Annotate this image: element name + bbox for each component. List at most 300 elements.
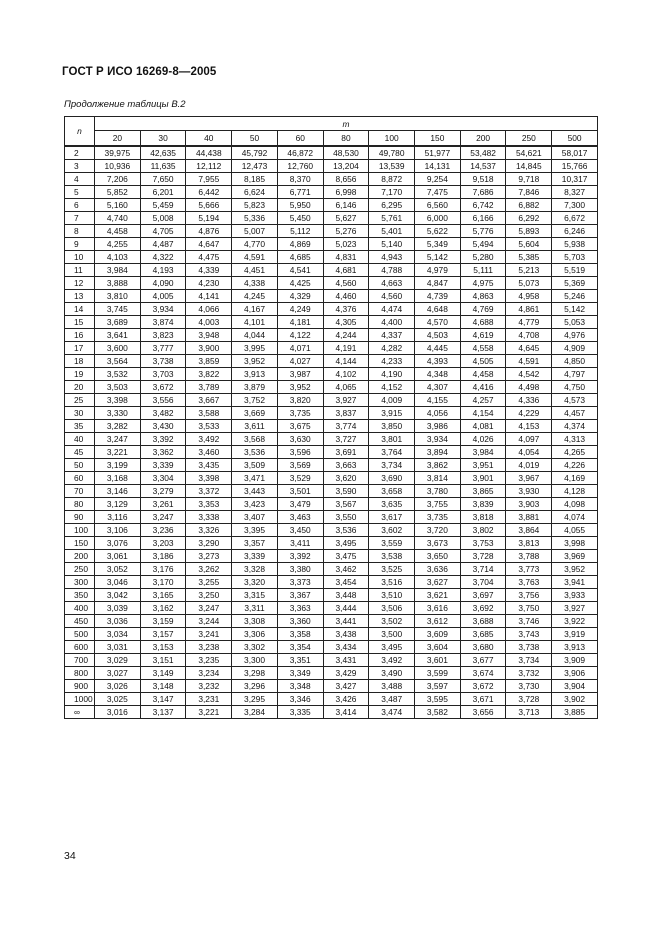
row-label-n: 70 [65, 485, 95, 498]
table-cell: 3,302 [232, 641, 278, 654]
table-cell: 4,979 [415, 264, 461, 277]
table-cell: 5,053 [552, 316, 598, 329]
table-cell: 3,567 [323, 498, 369, 511]
table-cell: 5,160 [95, 199, 141, 212]
table-cell: 3,967 [506, 472, 552, 485]
table-cell: 3,611 [232, 420, 278, 433]
row-label-n: 350 [65, 589, 95, 602]
table-cell: 4,226 [552, 459, 598, 472]
table-cell: 45,792 [232, 146, 278, 160]
table-cell: 3,720 [415, 524, 461, 537]
table-cell: 5,823 [232, 199, 278, 212]
table-cell: 3,674 [460, 667, 506, 680]
table-cell: 3,320 [232, 576, 278, 589]
table-cell: 3,431 [323, 654, 369, 667]
table-cell: 3,933 [552, 589, 598, 602]
table-cell: 4,244 [323, 329, 369, 342]
table-cell: 4,645 [506, 342, 552, 355]
table-cell: 5,194 [186, 212, 232, 225]
table-cell: 3,244 [186, 615, 232, 628]
table-cell: 3,438 [323, 628, 369, 641]
table-cell: 3,599 [415, 667, 461, 680]
table-cell: 4,181 [277, 316, 323, 329]
table-cell: 3,927 [552, 602, 598, 615]
table-cell: 46,872 [277, 146, 323, 160]
table-cell: 3,261 [140, 498, 186, 511]
table-cell: 3,865 [460, 485, 506, 498]
table-cell: 3,061 [95, 550, 141, 563]
table-cell: 4,976 [552, 329, 598, 342]
table-cell: 4,098 [552, 498, 598, 511]
table-cell: 3,559 [369, 537, 415, 550]
table-cell: 3,627 [415, 576, 461, 589]
table-cell: 3,170 [140, 576, 186, 589]
table-cell: 3,247 [95, 433, 141, 446]
table-cell: 3,533 [186, 420, 232, 433]
table-cell: 3,247 [140, 511, 186, 524]
table-cell: 3,672 [140, 381, 186, 394]
table-cell: 6,201 [140, 186, 186, 199]
table-cell: 3,913 [232, 368, 278, 381]
table-cell: 4,233 [369, 355, 415, 368]
table-cell: 3,398 [186, 472, 232, 485]
table-cell: 3,672 [460, 680, 506, 693]
table-cell: 3,407 [232, 511, 278, 524]
table-cell: 3,162 [140, 602, 186, 615]
table-cell: 4,056 [415, 407, 461, 420]
table-cell: 3,913 [552, 641, 598, 654]
table-cell: 3,147 [140, 693, 186, 706]
table-cell: 3,820 [277, 394, 323, 407]
table-cell: 3,300 [232, 654, 278, 667]
table-cell: 3,894 [415, 446, 461, 459]
table-cell: 3,454 [323, 576, 369, 589]
table-cell: 3,690 [369, 472, 415, 485]
table-cell: 4,570 [415, 316, 461, 329]
table-cell: 4,255 [95, 238, 141, 251]
table-cell: 4,850 [552, 355, 598, 368]
row-label-n: 45 [65, 446, 95, 459]
row-label-n: 600 [65, 641, 95, 654]
table-row [65, 602, 598, 615]
table-cell: 3,255 [186, 576, 232, 589]
table-cell: 4,229 [506, 407, 552, 420]
table-row [65, 459, 598, 472]
table-cell: 3,532 [95, 368, 141, 381]
table-cell: 4,305 [323, 316, 369, 329]
table-cell: 3,395 [232, 524, 278, 537]
row-label-n: 900 [65, 680, 95, 693]
table-cell: 4,265 [552, 446, 598, 459]
table-cell: 3,922 [552, 615, 598, 628]
table-cell: 4,322 [140, 251, 186, 264]
table-cell: 3,641 [95, 329, 141, 342]
table-cell: 3,016 [95, 706, 141, 719]
table-cell: 3,373 [277, 576, 323, 589]
table-cell: 3,714 [460, 563, 506, 576]
table-cell: 3,176 [140, 563, 186, 576]
table-cell: 4,487 [140, 238, 186, 251]
table-row [65, 381, 598, 394]
table-cell: 4,141 [186, 290, 232, 303]
table-cell: 54,621 [506, 146, 552, 160]
table-cell: 4,102 [323, 368, 369, 381]
table-row [65, 303, 598, 316]
table-cell: 3,885 [552, 706, 598, 719]
table-cell: 6,624 [232, 186, 278, 199]
table-cell: 6,166 [460, 212, 506, 225]
table-cell: 3,444 [323, 602, 369, 615]
table-cell: 4,869 [277, 238, 323, 251]
table-cell: 3,241 [186, 628, 232, 641]
row-label-n: 30 [65, 407, 95, 420]
table-cell: 5,349 [415, 238, 461, 251]
table-cell: 3,353 [186, 498, 232, 511]
table-cell: 3,773 [506, 563, 552, 576]
table-cell: 6,771 [277, 186, 323, 199]
table-row [65, 498, 598, 511]
row-label-n: 3 [65, 160, 95, 173]
table-cell: 3,392 [140, 433, 186, 446]
table-cell: 3,810 [95, 290, 141, 303]
table-cell: 3,788 [506, 550, 552, 563]
table-cell: 3,903 [506, 498, 552, 511]
table-cell: 3,490 [369, 667, 415, 680]
table-cell: 3,703 [140, 368, 186, 381]
table-cell: 3,411 [277, 537, 323, 550]
table-cell: 4,708 [506, 329, 552, 342]
row-label-n: 5 [65, 186, 95, 199]
table-cell: 3,862 [415, 459, 461, 472]
table-cell: 4,847 [415, 277, 461, 290]
row-label-n: 80 [65, 498, 95, 511]
column-header-m: 150 [415, 131, 461, 147]
table-cell: 3,474 [369, 706, 415, 719]
table-cell: 3,247 [186, 602, 232, 615]
table-cell: 5,893 [506, 225, 552, 238]
table-cell: 3,306 [232, 628, 278, 641]
table-row [65, 342, 598, 355]
table-cell: 5,213 [506, 264, 552, 277]
table-cell: 3,326 [186, 524, 232, 537]
table-cell: 3,763 [506, 576, 552, 589]
table-cell: 3,941 [552, 576, 598, 589]
table-cell: 6,146 [323, 199, 369, 212]
table-cell: 3,901 [460, 472, 506, 485]
table-row [65, 615, 598, 628]
table-cell: 4,503 [415, 329, 461, 342]
table-cell: 3,934 [415, 433, 461, 446]
table-cell: 3,460 [186, 446, 232, 459]
table-row [65, 146, 598, 160]
table-cell: 12,112 [186, 160, 232, 173]
table-cell: 3,874 [140, 316, 186, 329]
table-cell: 3,311 [232, 602, 278, 615]
row-label-n: 17 [65, 342, 95, 355]
table-cell: 3,538 [369, 550, 415, 563]
table-cell: 3,304 [140, 472, 186, 485]
table-cell: 3,148 [140, 680, 186, 693]
table-cell: 3,995 [232, 342, 278, 355]
table-row [65, 550, 598, 563]
table-cell: 3,339 [140, 459, 186, 472]
table-cell: 5,336 [232, 212, 278, 225]
table-cell: 3,656 [460, 706, 506, 719]
table-caption: Продолжение таблицы В.2 [64, 99, 186, 110]
table-cell: 4,647 [186, 238, 232, 251]
table-cell: 3,423 [232, 498, 278, 511]
table-row [65, 160, 598, 173]
table-cell: 4,374 [552, 420, 598, 433]
table-cell: 4,505 [460, 355, 506, 368]
row-label-n: 19 [65, 368, 95, 381]
table-cell: 3,284 [232, 706, 278, 719]
table-cell: 3,296 [232, 680, 278, 693]
table-cell: 3,601 [415, 654, 461, 667]
table-cell: 5,276 [323, 225, 369, 238]
table-cell: 4,648 [415, 303, 461, 316]
table-cell: 3,789 [186, 381, 232, 394]
table-cell: 3,934 [140, 303, 186, 316]
table-cell: 3,984 [460, 446, 506, 459]
table-cell: 3,952 [552, 563, 598, 576]
table-cell: 3,398 [95, 394, 141, 407]
table-cell: 3,596 [277, 446, 323, 459]
table-row [65, 420, 598, 433]
table-cell: 3,750 [506, 602, 552, 615]
table-cell: 3,802 [460, 524, 506, 537]
table-cell: 3,330 [95, 407, 141, 420]
table-cell: 4,685 [277, 251, 323, 264]
table-cell: 4,245 [232, 290, 278, 303]
table-cell: 3,743 [506, 628, 552, 641]
table-cell: 4,144 [323, 355, 369, 368]
table-cell: 3,667 [186, 394, 232, 407]
table-cell: 3,506 [369, 602, 415, 615]
row-label-n: 11 [65, 264, 95, 277]
table-cell: 3,471 [232, 472, 278, 485]
table-cell: 3,738 [140, 355, 186, 368]
table-cell: 3,434 [323, 641, 369, 654]
table-cell: 6,882 [506, 199, 552, 212]
table-cell: 3,780 [415, 485, 461, 498]
table-row [65, 251, 598, 264]
table-cell: 3,232 [186, 680, 232, 693]
table-cell: 3,168 [95, 472, 141, 485]
table-cell: 5,950 [277, 199, 323, 212]
row-label-n: 200 [65, 550, 95, 563]
table-cell: 3,500 [369, 628, 415, 641]
n-column-header: n [65, 117, 95, 147]
table-cell: 4,560 [323, 277, 369, 290]
table-cell: 3,328 [232, 563, 278, 576]
column-header-m: 100 [369, 131, 415, 147]
table-cell: 3,435 [186, 459, 232, 472]
table-cell: 5,519 [552, 264, 598, 277]
table-cell: 4,026 [460, 433, 506, 446]
table-cell: 3,039 [95, 602, 141, 615]
table-cell: 13,539 [369, 160, 415, 173]
statistics-table [64, 116, 598, 719]
table-cell: 3,495 [369, 641, 415, 654]
table-cell: 4,167 [232, 303, 278, 316]
table-cell: 5,776 [460, 225, 506, 238]
table-row [65, 264, 598, 277]
table-cell: 3,888 [95, 277, 141, 290]
table-cell: 7,170 [369, 186, 415, 199]
table-cell: 3,236 [140, 524, 186, 537]
table-cell: 5,073 [506, 277, 552, 290]
m-column-header: m [95, 117, 598, 131]
table-cell: 3,839 [460, 498, 506, 511]
table-cell: 3,273 [186, 550, 232, 563]
table-row [65, 511, 598, 524]
table-row [65, 173, 598, 186]
table-cell: 3,612 [415, 615, 461, 628]
table-cell: 3,034 [95, 628, 141, 641]
table-cell: 15,766 [552, 160, 598, 173]
row-label-n: 100 [65, 524, 95, 537]
table-cell: 49,780 [369, 146, 415, 160]
table-cell: 4,336 [506, 394, 552, 407]
table-cell: 3,159 [140, 615, 186, 628]
table-cell: 3,590 [323, 485, 369, 498]
table-cell: 4,329 [277, 290, 323, 303]
table-row [65, 433, 598, 446]
table-cell: 4,282 [369, 342, 415, 355]
table-cell: 4,619 [460, 329, 506, 342]
table-cell: 3,732 [506, 667, 552, 680]
table-cell: 48,530 [323, 146, 369, 160]
table-cell: 3,801 [369, 433, 415, 446]
table-cell: 3,380 [277, 563, 323, 576]
table-cell: 4,376 [323, 303, 369, 316]
table-cell: 3,951 [460, 459, 506, 472]
table-cell: 58,017 [552, 146, 598, 160]
table-cell: 4,779 [506, 316, 552, 329]
table-cell: 3,348 [277, 680, 323, 693]
table-cell: 3,823 [140, 329, 186, 342]
table-cell: 3,704 [460, 576, 506, 589]
table-cell: 3,609 [415, 628, 461, 641]
table-cell: 4,560 [369, 290, 415, 303]
row-label-n: ∞ [65, 706, 95, 719]
table-cell: 4,739 [415, 290, 461, 303]
table-cell: 3,635 [369, 498, 415, 511]
table-cell: 4,558 [460, 342, 506, 355]
table-cell: 4,445 [415, 342, 461, 355]
table-cell: 44,438 [186, 146, 232, 160]
table-cell: 3,367 [277, 589, 323, 602]
row-label-n: 18 [65, 355, 95, 368]
table-cell: 3,203 [140, 537, 186, 550]
table-cell: 4,074 [552, 511, 598, 524]
table-cell: 3,482 [140, 407, 186, 420]
table-cell: 3,735 [277, 407, 323, 420]
table-cell: 5,459 [140, 199, 186, 212]
table-cell: 3,745 [95, 303, 141, 316]
table-cell: 5,703 [552, 251, 598, 264]
table-cell: 7,846 [506, 186, 552, 199]
table-cell: 3,550 [323, 511, 369, 524]
table-cell: 3,673 [415, 537, 461, 550]
table-cell: 3,864 [506, 524, 552, 537]
table-cell: 4,090 [140, 277, 186, 290]
row-label-n: 60 [65, 472, 95, 485]
table-cell: 4,474 [369, 303, 415, 316]
table-cell: 3,503 [95, 381, 141, 394]
table-cell: 5,246 [552, 290, 598, 303]
table-cell: 3,149 [140, 667, 186, 680]
table-cell: 5,938 [552, 238, 598, 251]
table-cell: 7,686 [460, 186, 506, 199]
table-cell: 3,463 [277, 511, 323, 524]
column-header-m: 20 [95, 131, 141, 147]
row-label-n: 400 [65, 602, 95, 615]
table-cell: 3,728 [506, 693, 552, 706]
column-header-m: 30 [140, 131, 186, 147]
table-row [65, 407, 598, 420]
table-cell: 3,315 [232, 589, 278, 602]
table-cell: 4,769 [460, 303, 506, 316]
table-cell: 3,427 [323, 680, 369, 693]
table-cell: 5,112 [277, 225, 323, 238]
table-cell: 3,052 [95, 563, 141, 576]
table-cell: 4,542 [506, 368, 552, 381]
table-cell: 4,909 [552, 342, 598, 355]
table-cell: 11,635 [140, 160, 186, 173]
table-cell: 4,128 [552, 485, 598, 498]
table-cell: 3,837 [323, 407, 369, 420]
table-row [65, 524, 598, 537]
table-cell: 3,509 [232, 459, 278, 472]
table-cell: 51,977 [415, 146, 461, 160]
table-cell: 3,764 [369, 446, 415, 459]
table-cell: 3,137 [140, 706, 186, 719]
table-cell: 6,742 [460, 199, 506, 212]
table-cell: 10,936 [95, 160, 141, 173]
table-row [65, 394, 598, 407]
table-cell: 3,689 [95, 316, 141, 329]
table-cell: 3,987 [277, 368, 323, 381]
table-cell: 4,339 [186, 264, 232, 277]
table-cell: 4,019 [506, 459, 552, 472]
table-cell: 3,597 [415, 680, 461, 693]
table-cell: 3,616 [415, 602, 461, 615]
table-cell: 3,076 [95, 537, 141, 550]
table-cell: 7,206 [95, 173, 141, 186]
table-cell: 3,536 [323, 524, 369, 537]
table-cell: 3,881 [506, 511, 552, 524]
table-cell: 4,230 [186, 277, 232, 290]
table-cell: 4,591 [506, 355, 552, 368]
table-cell: 3,569 [277, 459, 323, 472]
table-cell: 4,975 [460, 277, 506, 290]
table-cell: 3,279 [140, 485, 186, 498]
table-cell: 4,307 [415, 381, 461, 394]
table-cell: 4,153 [506, 420, 552, 433]
table-cell: 3,157 [140, 628, 186, 641]
table-cell: 4,044 [232, 329, 278, 342]
table-row [65, 290, 598, 303]
table-cell: 4,958 [506, 290, 552, 303]
table-cell: 4,191 [323, 342, 369, 355]
table-cell: 3,354 [277, 641, 323, 654]
row-label-n: 12 [65, 277, 95, 290]
table-row [65, 199, 598, 212]
table-cell: 3,663 [323, 459, 369, 472]
table-cell: 5,627 [323, 212, 369, 225]
